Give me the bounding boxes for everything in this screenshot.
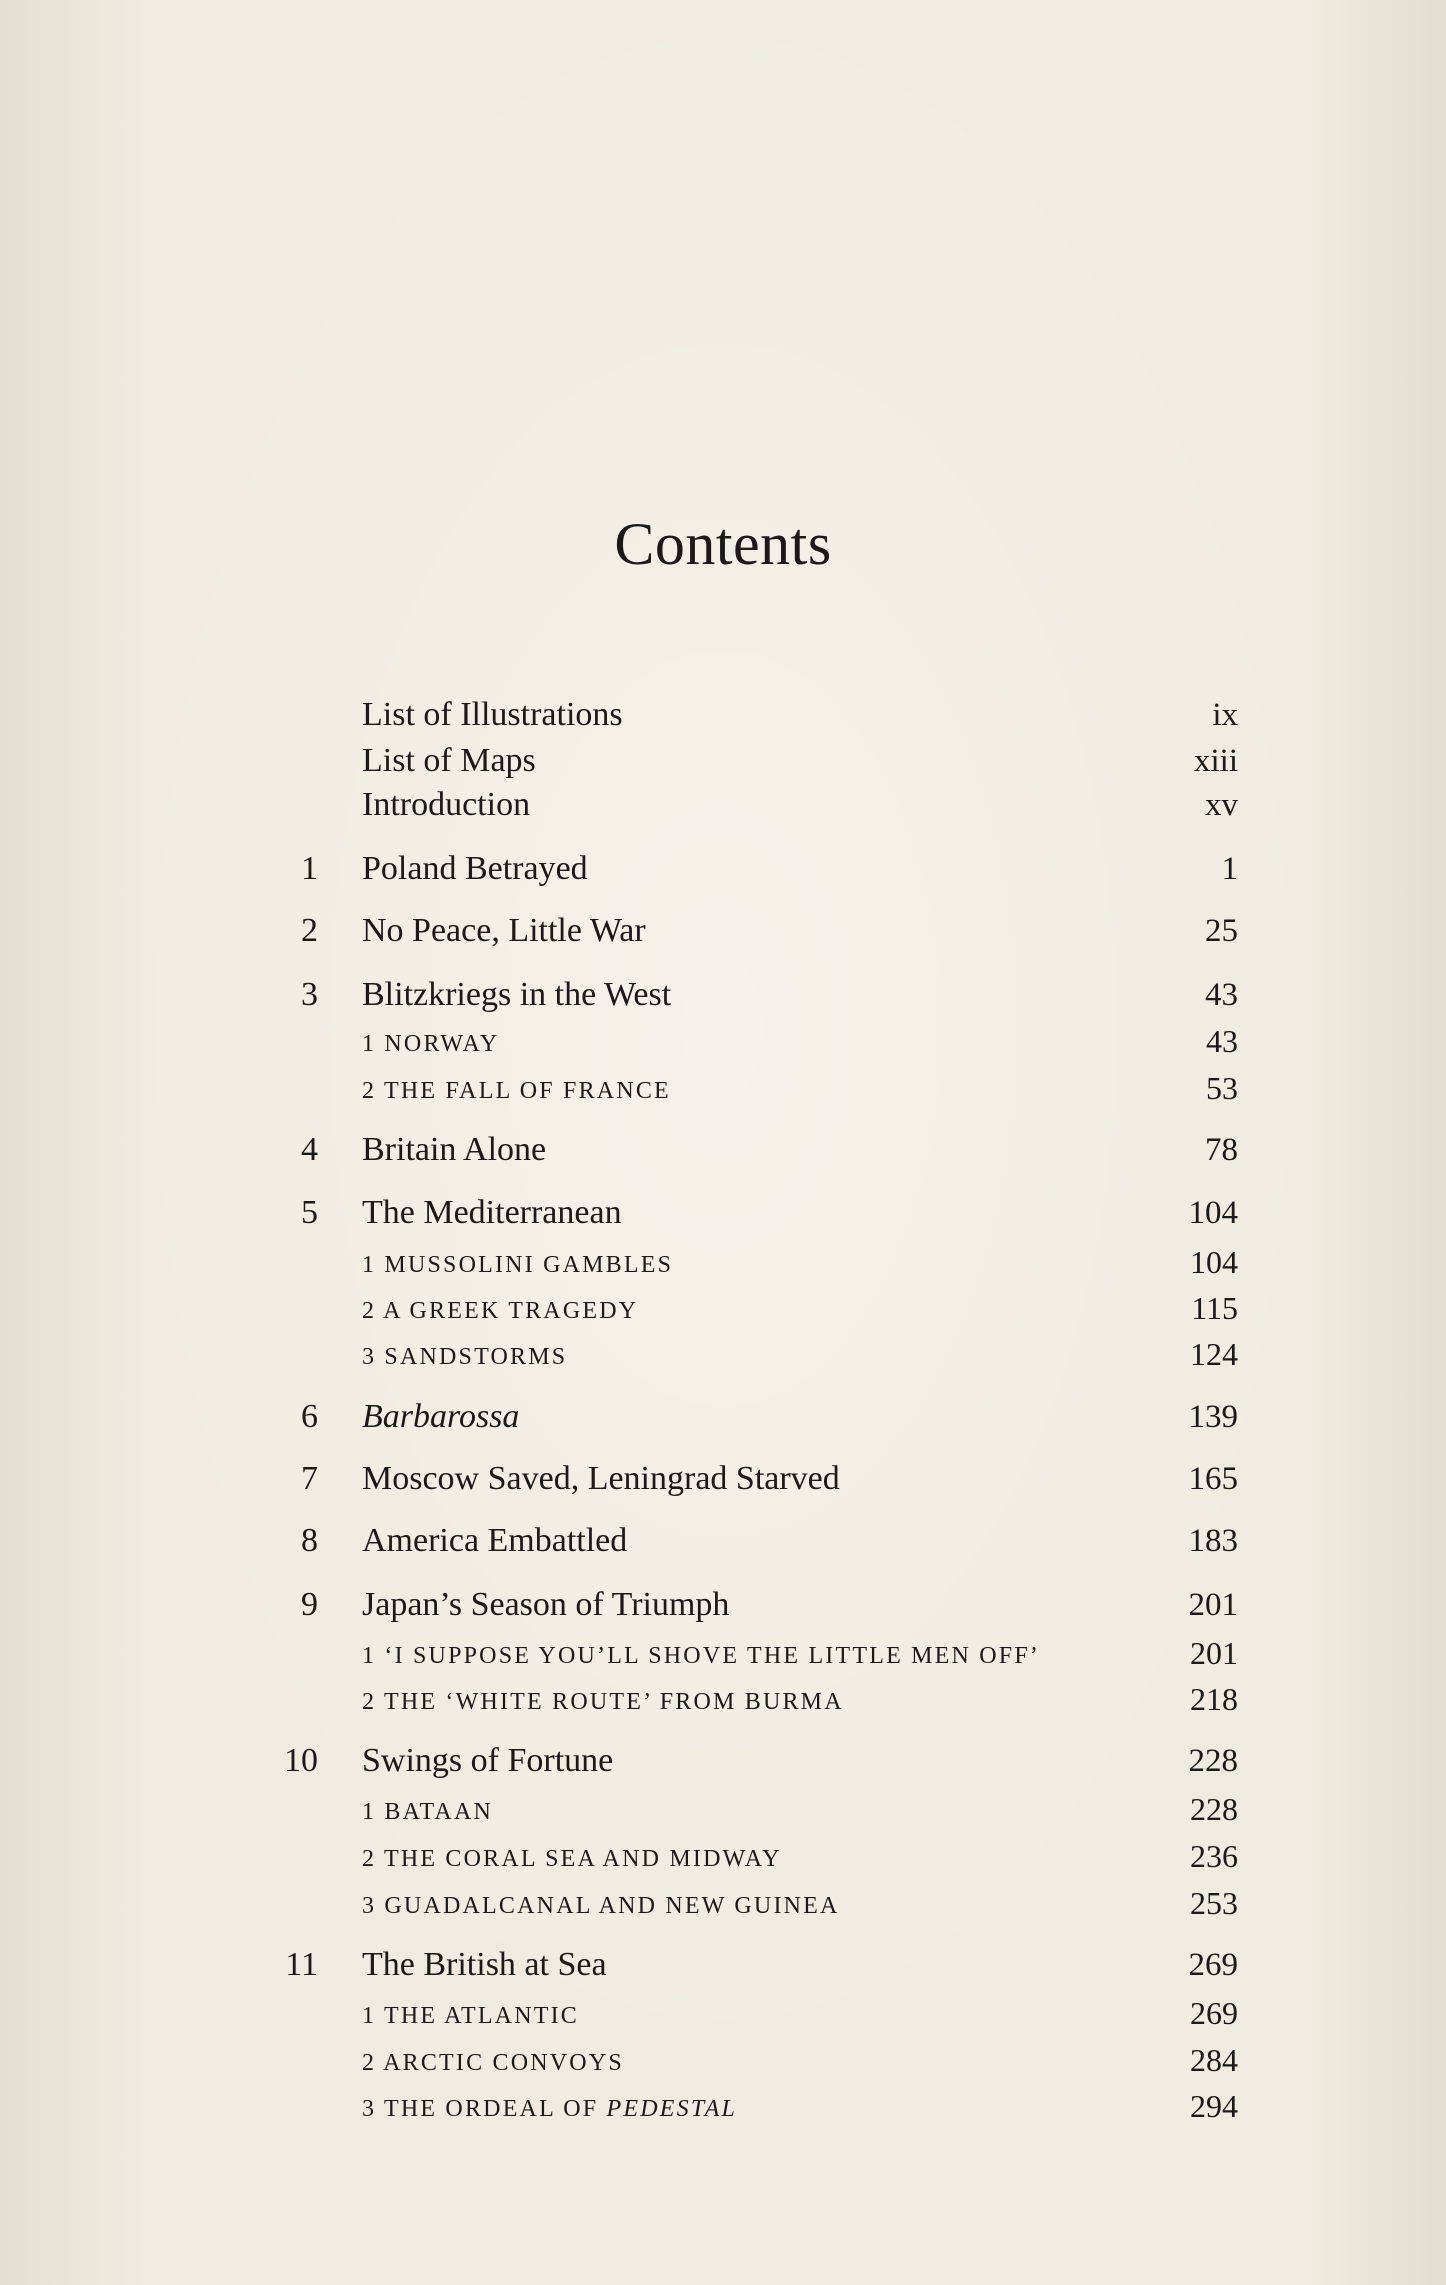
chapter-number: 6	[301, 1398, 318, 1435]
section-title-prefix: 3 THE ORDEAL OF	[362, 2096, 599, 2122]
chapter-title: Poland Betrayed	[362, 850, 588, 887]
section-title: 1 THE ATLANTIC	[362, 2003, 580, 2029]
chapter-title: Blitzkriegs in the West	[362, 976, 672, 1013]
section-page: 236	[1190, 1838, 1238, 1874]
toc-entry-list-of-illustrations[interactable]	[0, 692, 1446, 738]
section-page: 104	[1190, 1244, 1238, 1280]
toc-chapter-4[interactable]	[0, 1127, 1446, 1173]
toc-entry-introduction[interactable]	[0, 782, 1446, 828]
toc-chapter-11[interactable]	[0, 1942, 1446, 1988]
entry-title: Introduction	[362, 786, 531, 823]
section-page: 53	[1206, 1070, 1238, 1106]
toc-chapter-2[interactable]	[0, 908, 1446, 954]
chapter-page: 78	[1205, 1132, 1238, 1168]
section-title: 2 A GREEK TRAGEDY	[362, 1298, 639, 1324]
section-title	[362, 2089, 737, 2129]
chapter-number: 11	[285, 1946, 318, 1983]
toc-entry-list-of-maps[interactable]	[0, 738, 1446, 784]
section-title: 2 THE ‘WHITE ROUTE’ FROM BURMA	[362, 1689, 844, 1715]
section-page: 269	[1190, 1995, 1238, 2031]
chapter-page: 228	[1188, 1743, 1238, 1779]
section-title-emphasis: PEDESTAL	[606, 2096, 738, 2122]
section-title: 1 MUSSOLINI GAMBLES	[362, 1252, 674, 1278]
entry-page: xiii	[1193, 743, 1238, 779]
chapter-page: 201	[1188, 1587, 1238, 1623]
section-title: 2 THE CORAL SEA AND MIDWAY	[362, 1846, 782, 1872]
section-page: 115	[1191, 1290, 1238, 1326]
toc-chapter-5[interactable]	[0, 1190, 1446, 1236]
chapter-title: Moscow Saved, Leningrad Starved	[362, 1460, 840, 1497]
toc-section[interactable]	[0, 1239, 1446, 1285]
toc-section[interactable]	[0, 1331, 1446, 1377]
entry-page: xv	[1205, 787, 1238, 823]
page-title: Contents	[614, 511, 832, 578]
toc-chapter-7[interactable]	[0, 1456, 1446, 1502]
chapter-title: Swings of Fortune	[362, 1742, 614, 1779]
section-page: 228	[1190, 1791, 1238, 1827]
toc-section[interactable]	[0, 2037, 1446, 2083]
chapter-number: 7	[301, 1460, 318, 1497]
section-page: 253	[1190, 1885, 1238, 1921]
toc-section[interactable]	[0, 1676, 1446, 1722]
toc-section[interactable]	[0, 1880, 1446, 1926]
chapter-number: 3	[301, 976, 318, 1013]
chapter-page: 269	[1188, 1947, 1238, 1983]
chapter-title: The Mediterranean	[362, 1194, 622, 1231]
section-page: 201	[1190, 1635, 1238, 1671]
toc-section[interactable]	[0, 1285, 1446, 1331]
toc-section[interactable]	[0, 1065, 1446, 1111]
section-title: 1 NORWAY	[362, 1031, 500, 1057]
section-title: 3 SANDSTORMS	[362, 1344, 568, 1370]
chapter-page: 104	[1188, 1195, 1238, 1231]
chapter-number: 10	[284, 1742, 318, 1779]
chapter-title: The British at Sea	[362, 1946, 607, 1983]
toc-section[interactable]	[0, 1833, 1446, 1879]
chapter-number: 9	[301, 1586, 318, 1623]
chapter-page: 183	[1188, 1523, 1238, 1559]
chapter-number: 2	[301, 912, 318, 949]
chapter-number: 1	[301, 850, 318, 887]
chapter-page: 165	[1188, 1461, 1238, 1497]
chapter-number: 8	[301, 1522, 318, 1559]
section-title: 1 ‘I SUPPOSE YOU’LL SHOVE THE LITTLE MEN OFF’	[362, 1643, 1041, 1669]
toc-chapter-1[interactable]	[0, 846, 1446, 892]
entry-page: ix	[1212, 697, 1238, 733]
entry-title: List of Maps	[362, 742, 536, 779]
toc-chapter-8[interactable]	[0, 1518, 1446, 1564]
toc-section[interactable]	[0, 1786, 1446, 1832]
section-title: 3 GUADALCANAL AND NEW GUINEA	[362, 1893, 840, 1919]
toc-section[interactable]	[0, 1630, 1446, 1676]
section-page: 124	[1190, 1336, 1238, 1372]
entry-title: List of Illustrations	[362, 696, 623, 733]
section-title: 2 ARCTIC CONVOYS	[362, 2050, 624, 2076]
chapter-title: No Peace, Little War	[362, 912, 646, 949]
section-page: 43	[1206, 1023, 1238, 1059]
section-title: 2 THE FALL OF FRANCE	[362, 1078, 671, 1104]
toc-chapter-3[interactable]	[0, 972, 1446, 1018]
section-title: 1 BATAAN	[362, 1799, 494, 1825]
toc-section[interactable]	[0, 2083, 1446, 2129]
chapter-page: 25	[1205, 913, 1238, 949]
toc-chapter-6[interactable]	[0, 1394, 1446, 1440]
chapter-title: Japan’s Season of Triumph	[362, 1586, 730, 1623]
chapter-title: Britain Alone	[362, 1131, 547, 1168]
chapter-page: 1	[1221, 851, 1238, 887]
chapter-number: 5	[301, 1194, 318, 1231]
section-page: 218	[1190, 1681, 1238, 1717]
toc-section[interactable]	[0, 1018, 1446, 1064]
chapter-title: Barbarossa	[362, 1398, 520, 1435]
toc-chapter-9[interactable]	[0, 1582, 1446, 1628]
chapter-page: 139	[1188, 1399, 1238, 1435]
section-page: 294	[1190, 2088, 1238, 2124]
toc-chapter-10[interactable]	[0, 1738, 1446, 1784]
section-page: 284	[1190, 2042, 1238, 2078]
chapter-number: 4	[301, 1131, 318, 1168]
chapter-page: 43	[1205, 977, 1238, 1013]
chapter-title: America Embattled	[362, 1522, 628, 1559]
toc-section[interactable]	[0, 1990, 1446, 2036]
